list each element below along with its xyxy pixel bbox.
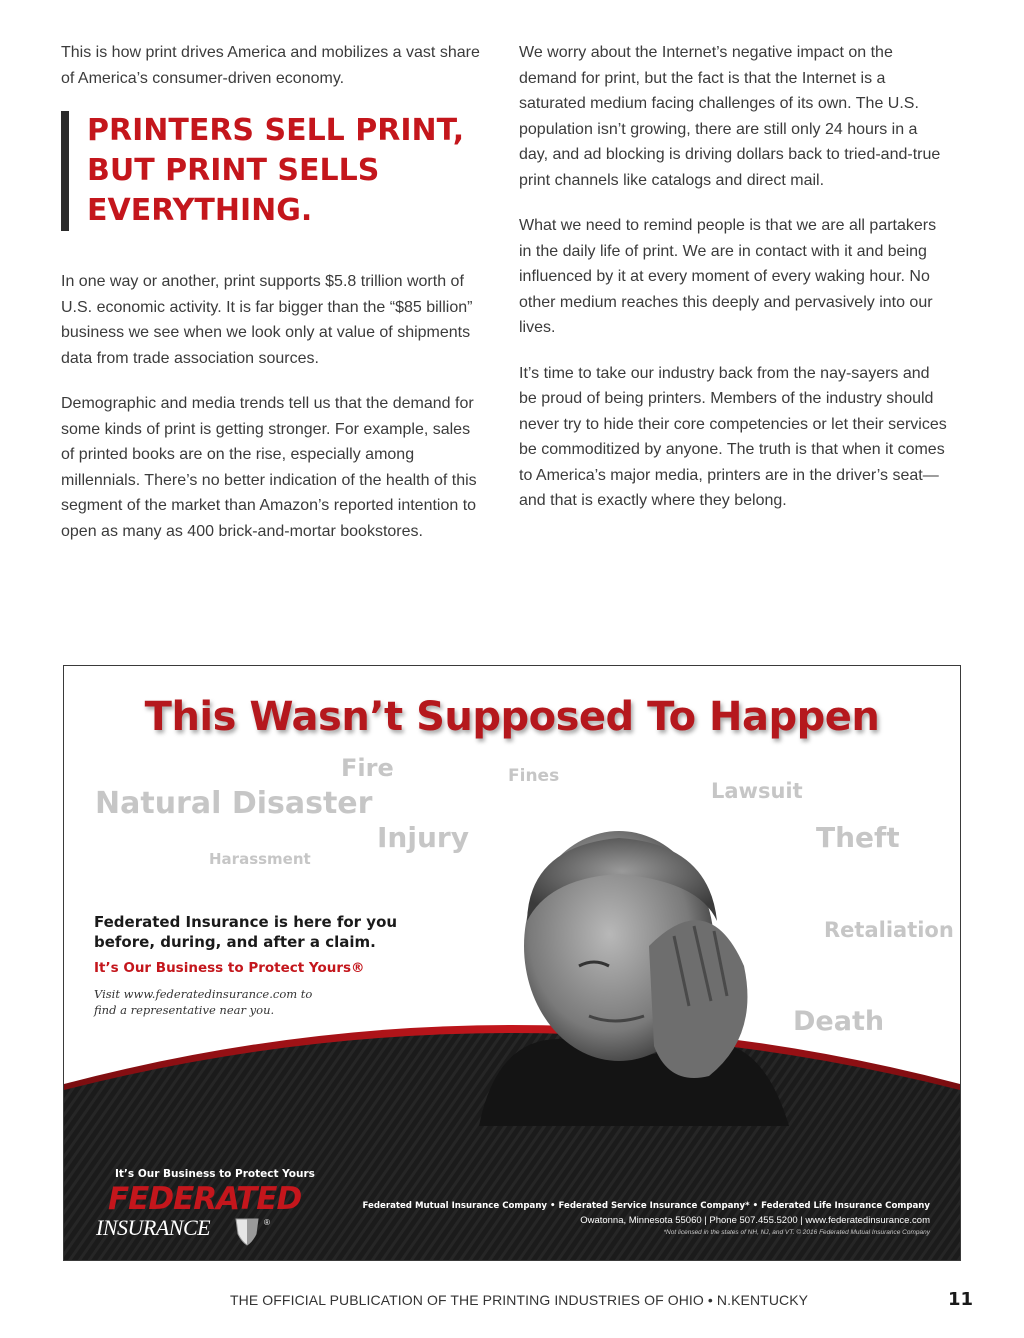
paragraph: Demographic and media trends tell us that the demand for some kinds of print is getting stronger. For example, sales of printed books are on the rise, especially among millennials. There’s no better indication of the health of this segment of the market than Amazon’s reported intention to open as many as 400 brick-and-mortar bookstores.: [61, 395, 477, 540]
page-footer: THE OFFICIAL PUBLICATION OF THE PRINTING INDUSTRIES OF OHIO • N.KENTUCKY: [230, 1292, 809, 1308]
logo-wordmark-federated: FEDERATED: [108, 1181, 302, 1217]
ad-footer-address: Owatonna, Minnesota 55060 | Phone 507.455.5200 | www.federatedinsurance.com: [580, 1215, 930, 1226]
ad-visit-text: Visit www.federatedinsurance.com to find a representative near you.: [94, 987, 313, 1017]
ad-slogan: It’s Our Business to Protect Yours®: [94, 960, 365, 976]
ad-headline: This Wasn’t Supposed To Happen: [144, 694, 880, 740]
logo-tagline: It’s Our Business to Protect Yours: [115, 1168, 315, 1180]
ad-footer-note: *Not licensed in the states of NH, NJ, and VT. © 2016 Federated Mutual Insurance Company: [663, 1229, 930, 1236]
paragraph: It’s time to take our industry back from the nay-sayers and be proud of being printers. Members of the industry should never try to hide their core competencies or let their services be commoditized by anyone. The truth is that when it comes to America’s major media, printers are in the driver’s seat—and that is exactly where they belong.: [519, 364, 947, 509]
article-column-right: [519, 40, 949, 534]
federated-insurance-logo: [96, 1168, 336, 1248]
risk-word-death: Death: [793, 1006, 885, 1037]
logo-registered-mark: ®: [264, 1218, 270, 1227]
paragraph: We worry about the Internet’s negative impact on the demand for print, but the fact is that the Internet is a saturated medium facing challenges of its own. The U.S. population isn’t growing, there are still only 24 hours in a day, and ad blocking is driving dollars back to tried-and-true print channels like catalogs and direct mail.: [519, 44, 941, 189]
risk-word-theft: Theft: [816, 821, 900, 854]
ad-footer-companies: Federated Mutual Insurance Company • Federated Service Insurance Company* • Federated Life Insurance Company: [362, 1201, 930, 1211]
paragraph: This is how print drives America and mobilizes a vast share of America’s consumer-driven economy.: [61, 44, 480, 87]
logo-wordmark-insurance: INSURANCE: [96, 1215, 211, 1240]
risk-word-natural-disaster: Natural Disaster: [95, 786, 373, 821]
pull-quote-line: PRINTERS SELL PRINT,: [87, 113, 465, 148]
pull-quote: [61, 111, 486, 231]
risk-word-injury: Injury: [377, 821, 469, 854]
risk-word-retaliation: Retaliation: [824, 918, 954, 942]
insurance-advertisement: [63, 665, 961, 1261]
pull-quote-line: EVERYTHING.: [87, 193, 313, 228]
risk-word-fire: Fire: [341, 754, 394, 782]
risk-word-fines: Fines: [508, 766, 560, 786]
ad-tagline-block: [94, 912, 424, 1018]
paragraph: What we need to remind people is that we are all partakers in the daily life of print. We are in contact with it and being influenced by it at every moment of every waking hour. No other medium reaches this deeply and pervasively into our lives.: [519, 217, 937, 336]
ad-tagline: Federated Insurance is here for you before, during, and after a claim.: [94, 913, 398, 951]
article-column-left: [61, 40, 486, 564]
shield-icon: [234, 1216, 260, 1246]
risk-word-harassment: Harassment: [209, 850, 311, 868]
worried-man-photo: [459, 826, 789, 1126]
pull-quote-line: BUT PRINT SELLS: [87, 153, 380, 188]
page-number: 11: [948, 1289, 974, 1310]
risk-word-lawsuit: Lawsuit: [711, 779, 803, 803]
paragraph: In one way or another, print supports $5.8 trillion worth of U.S. economic activity. It is far bigger than the “$85 billion” business we see when we look only at value of shipments data from trade association sources.: [61, 273, 473, 367]
